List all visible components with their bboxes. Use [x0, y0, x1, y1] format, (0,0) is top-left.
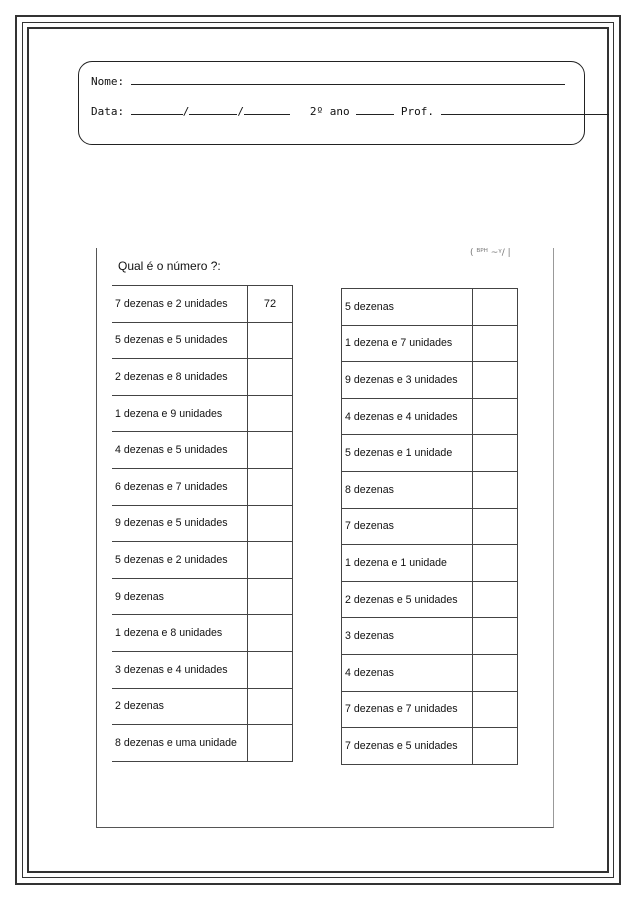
answer-box[interactable]: [247, 505, 293, 543]
exercise-label: 1 dezena e 1 unidade: [341, 544, 473, 582]
answer-box[interactable]: 72: [247, 285, 293, 323]
answer-box[interactable]: [247, 541, 293, 579]
exercise-label: 1 dezena e 7 unidades: [341, 325, 473, 363]
exercise-label: 4 dezenas e 5 unidades: [112, 431, 248, 469]
date-year-field[interactable]: [244, 102, 290, 115]
exercise-label: 4 dezenas e 4 unidades: [341, 398, 473, 436]
answer-box[interactable]: [472, 361, 518, 399]
student-info-box: [78, 61, 585, 145]
exercise-label: 8 dezenas e uma unidade: [112, 724, 248, 762]
exercise-label: 1 dezena e 8 unidades: [112, 614, 248, 652]
exercise-label: 9 dezenas e 3 unidades: [341, 361, 473, 399]
answer-box[interactable]: [247, 651, 293, 689]
answer-box[interactable]: [247, 614, 293, 652]
answer-box[interactable]: [247, 395, 293, 433]
answer-box[interactable]: [472, 471, 518, 509]
exercise-label: 3 dezenas e 4 unidades: [112, 651, 248, 689]
exercise-label: 5 dezenas e 1 unidade: [341, 434, 473, 472]
exercise-label: 9 dezenas: [112, 578, 248, 616]
exercise-label: 7 dezenas e 5 unidades: [341, 727, 473, 765]
answer-box[interactable]: [472, 398, 518, 436]
answer-box[interactable]: [247, 724, 293, 762]
date-line: [91, 102, 609, 118]
name-line: [91, 72, 565, 88]
answer-box[interactable]: [472, 581, 518, 619]
answer-box[interactable]: [472, 727, 518, 765]
answer-box[interactable]: [247, 688, 293, 726]
answer-box[interactable]: [472, 617, 518, 655]
answer-box[interactable]: [472, 508, 518, 546]
teacher-label: Prof.: [400, 105, 434, 118]
exercise-label: 2 dezenas e 5 unidades: [341, 581, 473, 619]
left-exercise-table: [112, 285, 292, 761]
exercise-label: 9 dezenas e 5 unidades: [112, 505, 248, 543]
exercise-label: 7 dezenas: [341, 508, 473, 546]
grade-field[interactable]: [356, 102, 394, 115]
teacher-field[interactable]: [441, 102, 609, 115]
answer-box[interactable]: [472, 325, 518, 363]
grade-label: 2º ano: [309, 105, 350, 118]
answer-box[interactable]: [247, 358, 293, 396]
exercise-label: 8 dezenas: [341, 471, 473, 509]
exercise-label: 4 dezenas: [341, 654, 473, 692]
answer-box[interactable]: [472, 434, 518, 472]
date-day-field[interactable]: [131, 102, 183, 115]
exercise-label: 6 dezenas e 7 unidades: [112, 468, 248, 506]
answer-box[interactable]: [247, 578, 293, 616]
name-label: Nome:: [91, 75, 125, 88]
name-field[interactable]: [131, 72, 565, 85]
date-month-field[interactable]: [189, 102, 237, 115]
exercise-label: 2 dezenas: [112, 688, 248, 726]
exercise-label: 3 dezenas: [341, 617, 473, 655]
answer-box[interactable]: [247, 431, 293, 469]
date-slash-1: /: [182, 105, 190, 118]
answer-box[interactable]: [247, 322, 293, 360]
exercise-label: 5 dezenas: [341, 288, 473, 326]
exercise-label: 5 dezenas e 5 unidades: [112, 322, 248, 360]
exercise-label: 7 dezenas e 7 unidades: [341, 691, 473, 729]
worksheet-question: Qual é o número ?:: [118, 259, 221, 273]
exercise-label: 5 dezenas e 2 unidades: [112, 541, 248, 579]
answer-box[interactable]: [472, 691, 518, 729]
answer-box[interactable]: [472, 288, 518, 326]
exercise-label: 7 dezenas e 2 unidades: [112, 285, 248, 323]
date-slash-2: /: [237, 105, 244, 118]
scan-scribble-mark: ( ᴮᴾᴴ ~ᵞ/ |: [470, 248, 511, 258]
answer-box[interactable]: [247, 468, 293, 506]
exercise-label: 2 dezenas e 8 unidades: [112, 358, 248, 396]
right-exercise-table: [341, 288, 517, 764]
date-label: Data:: [91, 105, 125, 118]
answer-box[interactable]: [472, 654, 518, 692]
answer-box[interactable]: [472, 544, 518, 582]
exercise-label: 1 dezena e 9 unidades: [112, 395, 248, 433]
